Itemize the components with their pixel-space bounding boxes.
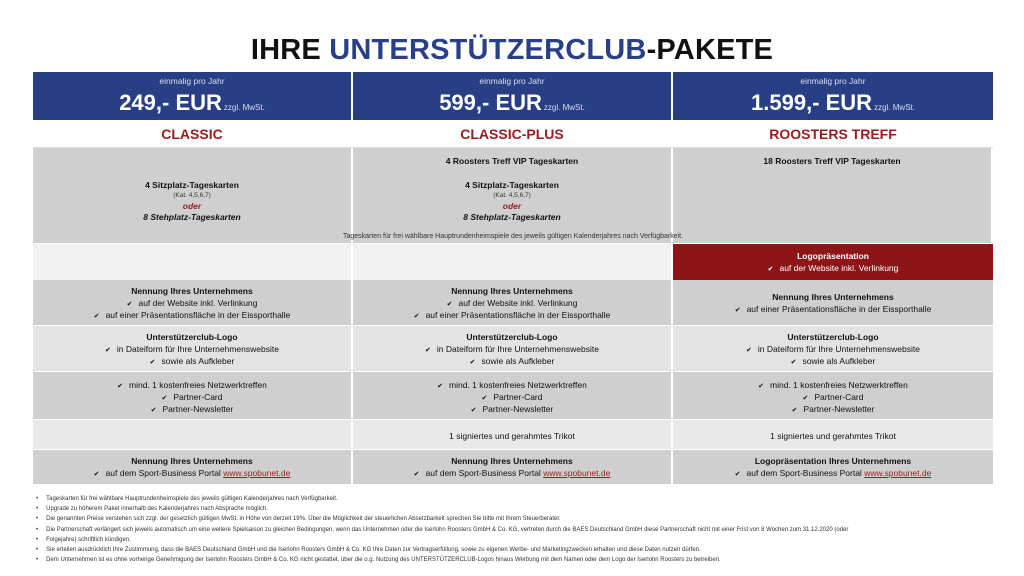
package-table: [33, 72, 993, 484]
club-logo-file: ✔ in Dateiform für Ihre Unternehmenswebsite: [105, 344, 279, 354]
mention-title: Nennung Ihres Unternehmens: [131, 285, 253, 296]
tax-label: zzgl. MwSt.: [874, 103, 915, 112]
spobunet-link[interactable]: www.spobunet.de: [864, 468, 932, 478]
mention-website: ✔ auf der Website inkl. Verlinkung: [447, 298, 578, 308]
tickets-roosters-treff: [673, 148, 993, 243]
club-logo-title: Unterstützerclub-Logo: [787, 331, 879, 342]
logo-empty-classic-plus: [353, 244, 673, 280]
logo-presentation-item: ✔ auf der Website inkl. Verlinkung: [768, 263, 899, 273]
footnote: • Dem Unternehmen ist es ohne vorherige Genehmigung der Iserlohn Roosters GmbH & Co. KG nicht gestattet, über die o.g. Nutzung des UNTERSTÜTZERCLUB-Logos hinaus Werbung mit dem Namen oder dem Logo der Iserlohn Roosters zu betreiben.: [36, 555, 996, 565]
mention-roosters-treff: [673, 280, 993, 325]
package-name-classic: CLASSIC: [33, 120, 353, 147]
partner-card: ✔ Partner-Card: [161, 392, 222, 402]
price-row: [33, 72, 993, 120]
network-row: [33, 372, 993, 420]
portal-roosters-treff: [673, 450, 993, 484]
mention-website: ✔ auf der Website inkl. Verlinkung: [127, 298, 258, 308]
title-prefix: IHRE: [250, 34, 330, 66]
trikot-roosters-treff: [673, 420, 993, 449]
club-logo-sticker: ✔ sowie als Aufkleber: [791, 356, 876, 366]
trikot-text: 1 signiertes und gerahmtes Trikot: [449, 430, 575, 441]
vip-tickets: 4 Roosters Treff VIP Tageskarten: [445, 156, 579, 166]
frequency-label: einmalig pro Jahr: [159, 76, 225, 86]
club-logo-title: Unterstützerclub-Logo: [466, 331, 558, 342]
standing-tickets: 8 Stehplatz-Tageskarten: [463, 212, 561, 222]
club-logo-row: [33, 326, 993, 372]
logo-presentation-row: [33, 244, 993, 280]
portal-label: auf dem Sport-Business Portal: [746, 468, 862, 478]
portal-title: Logopräsentation Ihres Unternehmens: [754, 456, 912, 466]
standing-tickets: 8 Stehplatz-Tageskarten: [143, 212, 241, 222]
partner-card: ✔ Partner-Card: [802, 392, 863, 402]
network-meeting: ✔ mind. 1 kostenfreies Netzwerktreffen: [437, 380, 587, 390]
portal-title: Nennung Ihres Unternehmens: [451, 456, 573, 466]
portal-classic-plus: [353, 450, 673, 484]
tickets-classic-plus: [353, 148, 673, 243]
portal-classic: [33, 450, 353, 484]
portal-label: auf dem Sport-Business Portal: [425, 468, 541, 478]
package-name-classic-plus: CLASSIC-PLUS: [353, 120, 673, 147]
footnote: • Die Partnerschaft verlängert sich jeweils automatisch um eine weitere Spielsaison zu gleichen Bedingungen, wenn das Unternehmen oder die Iserlohn Roosters GmbH & Co. KG, vertreten durch die BAES Deutschland GmbH diese Partnerschaft nicht mit einer Frist von 8 Wochen zum 31.12.2020 (oder: [36, 525, 996, 535]
frequency-label: einmalig pro Jahr: [479, 76, 545, 86]
tickets-row: [33, 148, 993, 244]
price-amount: [119, 90, 265, 116]
club-logo-roosters-treff: [673, 326, 993, 371]
price-cell-classic-plus: [353, 72, 673, 120]
tickets-classic: [33, 148, 353, 243]
page-title: [0, 34, 1024, 67]
partner-newsletter: ✔ Partner-Newsletter: [471, 404, 554, 414]
club-logo-classic: [33, 326, 353, 371]
package-name-roosters-treff: ROOSTERS TREFF: [673, 120, 993, 147]
trikot-text: 1 signiertes und gerahmtes Trikot: [770, 430, 896, 441]
partner-newsletter: ✔ Partner-Newsletter: [792, 404, 875, 414]
footnote: • Tageskarten für frei wählbare Hauptrundenheimspiele des jeweils gültigen Kalenderjahres nach Verfügbarkeit.: [36, 494, 996, 504]
footnotes: [36, 494, 996, 565]
ticket-category: (Kat. 4,5,6,7): [493, 192, 531, 199]
trikot-classic-plus: [353, 420, 673, 449]
price-value: 599,- EUR: [439, 90, 542, 115]
or-label: oder: [182, 201, 202, 211]
tickets-note: Tageskarten für frei wählbare Hauptrundenheimspiele des jeweils gültigen Kalenderjahres nach Verfügbarkeit.: [342, 233, 684, 240]
frequency-label: einmalig pro Jahr: [800, 76, 866, 86]
trikot-row: [33, 420, 993, 450]
title-accent: UNTERSTÜTZERCLUB: [329, 34, 647, 66]
portal-text: [414, 468, 611, 478]
logo-presentation-roosters-treff: [673, 244, 993, 280]
mention-classic-plus: [353, 280, 673, 325]
partner-card: ✔ Partner-Card: [481, 392, 542, 402]
footnote: • Die genannten Preise verstehen sich zzgl. der gesetzlich gültigen MwSt. in Höhe von derzeit 19%. Über die Möglichkeit der steuerlichen Absetzbarkeit sprechen Sie bitte mit Ihrem Steuerberater.: [36, 514, 996, 524]
portal-title: Nennung Ihres Unternehmens: [131, 456, 253, 466]
portal-text: [735, 468, 932, 478]
spobunet-link[interactable]: www.spobunet.de: [223, 468, 291, 478]
seat-tickets: 4 Sitzplatz-Tageskarten: [145, 180, 239, 190]
logo-empty-classic: [33, 244, 353, 280]
network-classic-plus: [353, 372, 673, 419]
spobunet-link[interactable]: www.spobunet.de: [543, 468, 611, 478]
price-cell-classic: [33, 72, 353, 120]
price-value: 1.599,- EUR: [751, 90, 873, 115]
trikot-empty-classic: [33, 420, 353, 449]
network-classic: [33, 372, 353, 419]
mention-surface: ✔ auf einer Präsentationsfläche in der Eissporthalle: [735, 304, 932, 314]
partner-newsletter: ✔ Partner-Newsletter: [151, 404, 234, 414]
club-logo-title: Unterstützerclub-Logo: [146, 331, 238, 342]
ticket-category: (Kat. 4,5,6,7): [173, 192, 211, 199]
network-roosters-treff: [673, 372, 993, 419]
mention-row: [33, 280, 993, 326]
mention-classic: [33, 280, 353, 325]
footnote: • Sie erteilen ausdrücklich Ihre Zustimmung, dass die BAES Deutschland GmbH und die Iserlohn Roosters GmbH & Co. KG Ihre Daten zur Vertragserfüllung, sowie zu eigenen Werbe- und Marketingzwecken erhalten und diese Daten nutzen dürfen.: [36, 545, 996, 555]
club-logo-file: ✔ in Dateiform für Ihre Unternehmenswebsite: [746, 344, 920, 354]
or-label: oder: [502, 201, 522, 211]
price-amount: [751, 90, 915, 116]
price-amount: [439, 90, 585, 116]
package-name-row: [33, 120, 993, 148]
club-logo-file: ✔ in Dateiform für Ihre Unternehmenswebsite: [425, 344, 599, 354]
mention-surface: ✔ auf einer Präsentationsfläche in der Eissporthalle: [94, 310, 291, 320]
title-suffix: -PAKETE: [646, 34, 774, 66]
club-logo-sticker: ✔ sowie als Aufkleber: [470, 356, 555, 366]
portal-row: [33, 450, 993, 484]
tax-label: zzgl. MwSt.: [223, 103, 265, 112]
price-value: 249,- EUR: [119, 90, 222, 115]
footnote: • Upgrade zu höherem Paket innerhalb des Kalenderjahres nach Absprache möglich.: [36, 504, 996, 514]
mention-title: Nennung Ihres Unternehmens: [772, 291, 894, 302]
mention-surface: ✔ auf einer Präsentationsfläche in der Eissporthalle: [414, 310, 611, 320]
tax-label: zzgl. MwSt.: [543, 103, 585, 112]
mention-title: Nennung Ihres Unternehmens: [451, 285, 573, 296]
network-meeting: ✔ mind. 1 kostenfreies Netzwerktreffen: [758, 380, 908, 390]
network-meeting: ✔ mind. 1 kostenfreies Netzwerktreffen: [117, 380, 267, 390]
vip-tickets: 18 Roosters Treff VIP Tageskarten: [763, 156, 901, 166]
club-logo-sticker: ✔ sowie als Aufkleber: [150, 356, 235, 366]
club-logo-classic-plus: [353, 326, 673, 371]
portal-text: [94, 468, 291, 478]
logo-presentation-title: Logopräsentation: [797, 251, 869, 261]
footnote: • Folgejahre) schriftlich kündigen.: [36, 535, 996, 545]
portal-label: auf dem Sport-Business Portal: [105, 468, 221, 478]
seat-tickets: 4 Sitzplatz-Tageskarten: [465, 180, 559, 190]
price-cell-roosters-treff: [673, 72, 993, 120]
